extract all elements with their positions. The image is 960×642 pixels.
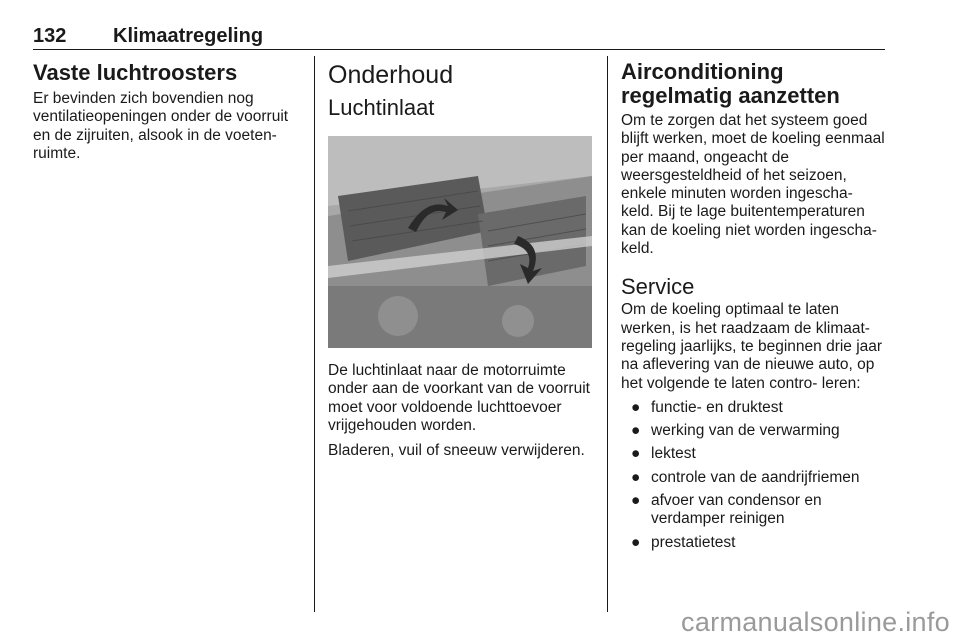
column-middle [328,60,594,460]
service-checklist [621,399,889,552]
paragraph-remove-debris: Bladeren, vuil of sneeuw verwijderen. [328,442,585,460]
bullet-icon: ● [631,398,641,416]
column-divider [607,56,608,612]
bullet-icon: ● [631,468,641,486]
column-left [33,60,301,163]
list-item: ● functie- en druktest [631,398,783,416]
watermark: carmanualsonline.info [681,607,950,637]
list-item: ● prestatietest [631,533,736,551]
list-item: ● afvoer van condensor en verdamper reinigen [631,492,822,528]
paragraph-ac-regular: Om te zorgen dat het systeem goed blijft werken, moet de koeling eenmaal per maand, ongeacht de weersgesteldheid of het seizoen, enkele minuten worden ingescha- keld. Bij te lage buitentemperaturen kan de koeling niet worden ingescha- keld. [621,112,885,258]
column-divider [314,56,315,612]
column-right [621,60,889,557]
heading-fixed-vents: Vaste luchtroosters [33,60,238,85]
bullet-icon: ● [631,445,641,463]
page-number: 132 [33,25,67,47]
bullet-icon: ● [631,422,641,440]
heading-service: Service [621,274,695,300]
list-item: ● lektest [631,445,696,463]
heading-ac-regular: Airconditioning regelmatig aanzetten [621,59,840,108]
section-title: Klimaatregeling [113,25,264,47]
heading-maintenance: Onderhoud [328,61,454,89]
list-item: ● controle van de aandrijfriemen [631,468,860,486]
paragraph-air-intake: De luchtinlaat naar de motorruimte onder aan de voorkant van de voorruit moet voor voldoende luchttoevoer vrijgehouden worden. [328,362,590,434]
paragraph-fixed-vents: Er bevinden zich bovendien nog ventilatieopeningen onder de voorruit en de zijruiten, alsook in de voeten- ruimte. [33,90,289,162]
paragraph-service: Om de koeling optimaal te laten werken, is het raadzaam de klimaat- regeling jaarlijks, te beginnen drie jaar na aflevering van de nieuwe auto, op het volgende te laten contro- leren: [621,301,883,392]
list-item: ● werking van de verwarming [631,422,840,440]
bullet-icon: ● [631,533,641,551]
page-header [33,25,885,50]
subheading-air-intake: Luchtinlaat [328,95,435,120]
bullet-icon: ● [631,492,641,510]
air-intake-photo [328,136,592,348]
